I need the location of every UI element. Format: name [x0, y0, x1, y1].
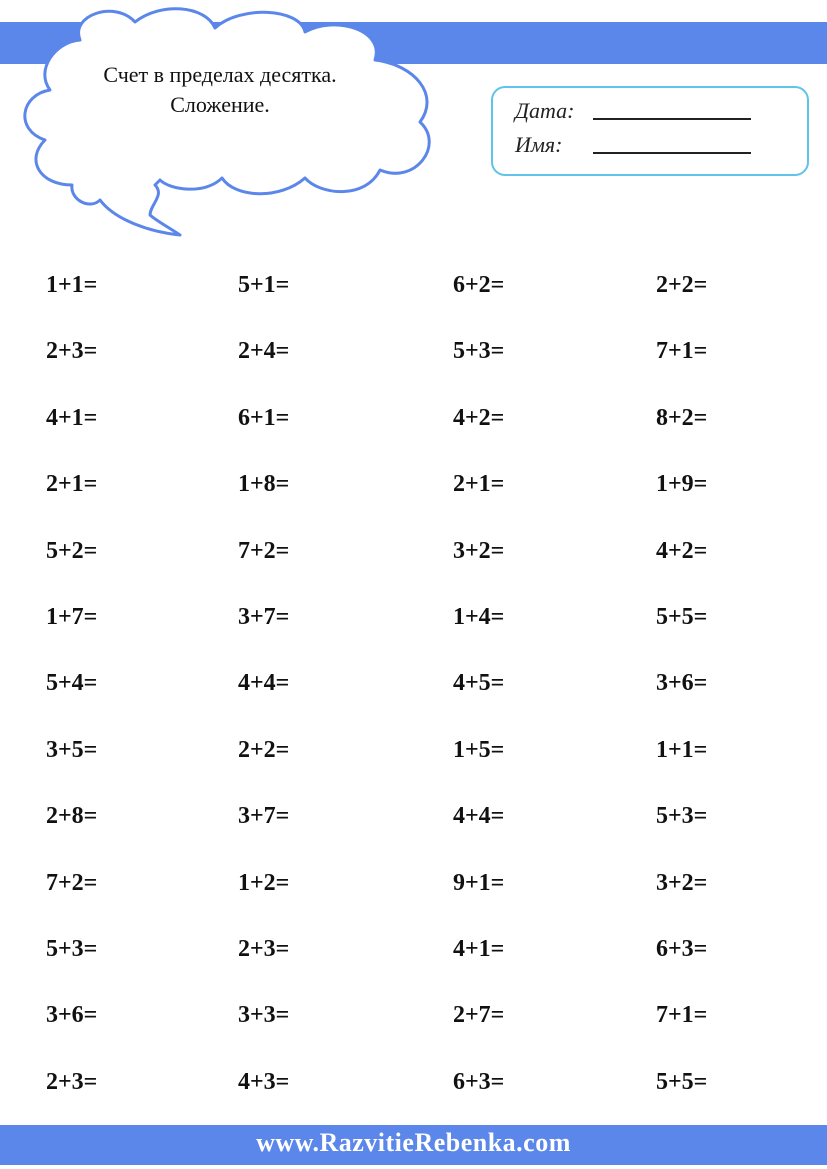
exercise-item: 1+2=: [238, 870, 290, 896]
exercise-item: 1+5=: [453, 737, 505, 763]
title-line-2: Сложение.: [170, 92, 270, 117]
exercise-item: 3+2=: [656, 870, 708, 896]
exercise-item: 8+2=: [656, 405, 708, 431]
exercise-item: 3+3=: [238, 1002, 290, 1028]
exercise-item: 1+9=: [656, 471, 708, 497]
exercise-item: 1+7=: [46, 604, 98, 630]
date-row: [515, 98, 751, 128]
exercise-item: 5+1=: [238, 272, 290, 298]
speech-cloud: [0, 0, 470, 250]
name-label: Имя:: [515, 132, 563, 157]
exercise-item: 1+4=: [453, 604, 505, 630]
exercise-item: 5+3=: [656, 803, 708, 829]
name-row: [515, 132, 751, 162]
exercise-item: 3+6=: [46, 1002, 98, 1028]
exercise-item: 1+1=: [656, 737, 708, 763]
exercise-item: 4+2=: [453, 405, 505, 431]
exercise-item: 7+2=: [46, 870, 98, 896]
exercise-item: 2+4=: [238, 338, 290, 364]
exercise-item: 7+2=: [238, 538, 290, 564]
exercise-item: 2+1=: [46, 471, 98, 497]
exercise-item: 6+3=: [453, 1069, 505, 1095]
worksheet-title: [60, 60, 380, 120]
exercise-item: 2+3=: [46, 338, 98, 364]
exercise-item: 4+1=: [453, 936, 505, 962]
exercise-item: 3+2=: [453, 538, 505, 564]
exercise-item: 2+1=: [453, 471, 505, 497]
name-line[interactable]: [593, 152, 751, 154]
exercise-item: 1+8=: [238, 471, 290, 497]
exercise-item: 5+5=: [656, 1069, 708, 1095]
info-box: [491, 86, 809, 176]
exercise-item: 5+2=: [46, 538, 98, 564]
exercise-item: 5+5=: [656, 604, 708, 630]
exercise-item: 2+2=: [656, 272, 708, 298]
exercise-item: 7+1=: [656, 1002, 708, 1028]
exercise-item: 5+4=: [46, 670, 98, 696]
title-line-1: Счет в пределах десятка.: [103, 62, 337, 87]
date-label: Дата:: [515, 98, 575, 123]
exercise-item: 3+5=: [46, 737, 98, 763]
exercise-item: 4+5=: [453, 670, 505, 696]
exercise-item: 5+3=: [46, 936, 98, 962]
exercise-item: 7+1=: [656, 338, 708, 364]
exercise-item: 2+3=: [238, 936, 290, 962]
exercise-item: 6+2=: [453, 272, 505, 298]
exercise-item: 4+1=: [46, 405, 98, 431]
exercise-item: 2+3=: [46, 1069, 98, 1095]
exercise-item: 2+8=: [46, 803, 98, 829]
exercise-item: 3+6=: [656, 670, 708, 696]
site-url: www.RazvitieRebenka.com: [256, 1128, 571, 1157]
exercise-item: 4+4=: [453, 803, 505, 829]
exercise-item: 4+4=: [238, 670, 290, 696]
exercise-item: 9+1=: [453, 870, 505, 896]
exercise-item: 3+7=: [238, 604, 290, 630]
exercise-item: 6+1=: [238, 405, 290, 431]
exercise-item: 1+1=: [46, 272, 98, 298]
exercise-item: 4+3=: [238, 1069, 290, 1095]
exercise-item: 6+3=: [656, 936, 708, 962]
exercise-item: 5+3=: [453, 338, 505, 364]
exercise-item: 2+7=: [453, 1002, 505, 1028]
exercise-item: 3+7=: [238, 803, 290, 829]
exercise-item: 2+2=: [238, 737, 290, 763]
exercise-item: 4+2=: [656, 538, 708, 564]
date-line[interactable]: [593, 118, 751, 120]
